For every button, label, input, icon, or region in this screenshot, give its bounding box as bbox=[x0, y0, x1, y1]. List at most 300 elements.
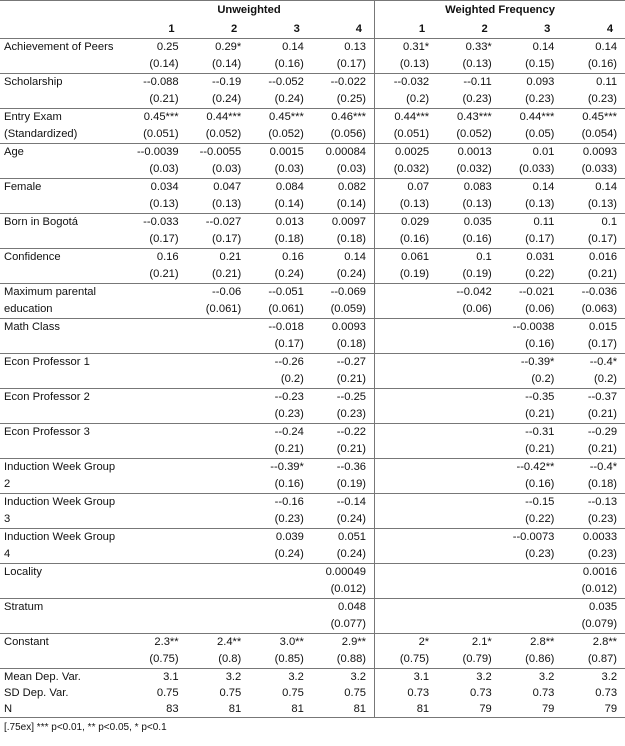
footnote-row bbox=[0, 718, 625, 737]
standard-error-cell: (0.03) bbox=[274, 163, 304, 175]
standard-error-cell: (0.21) bbox=[525, 408, 555, 420]
coefficient-cell bbox=[124, 389, 187, 407]
standard-error-cell: (0.24) bbox=[336, 548, 367, 560]
coefficient-cell bbox=[375, 459, 438, 477]
coefficient-cell: --0.022 bbox=[312, 74, 375, 92]
standard-error-cell: (0.012) bbox=[330, 583, 367, 595]
standard-error-cell bbox=[124, 371, 187, 389]
standard-error-cell: (0.13) bbox=[525, 198, 555, 210]
standard-error-cell bbox=[437, 406, 500, 424]
variable-label: Scholarship bbox=[0, 74, 124, 109]
coefficient-cell: 0.082 bbox=[312, 179, 375, 197]
variable-label: Maximum parental education bbox=[0, 284, 124, 319]
standard-error-cell: (0.2) bbox=[280, 373, 304, 385]
standard-error-cell bbox=[437, 581, 500, 599]
standard-error-cell: (0.17) bbox=[149, 233, 179, 245]
standard-error-cell: (0.16) bbox=[525, 338, 555, 350]
standard-error-cell bbox=[124, 616, 187, 634]
variable-row bbox=[0, 599, 625, 617]
coefficient-cell: 0.43*** bbox=[437, 109, 500, 127]
standard-error-cell: (0.13) bbox=[375, 56, 438, 74]
standard-error-cell bbox=[375, 476, 438, 494]
standard-error-cell: (0.18) bbox=[587, 478, 618, 490]
coefficient-cell bbox=[187, 459, 250, 477]
coefficient-cell: --0.11 bbox=[437, 74, 500, 92]
standard-error-cell: (0.06) bbox=[462, 303, 492, 315]
coefficient-cell: 0.13 bbox=[312, 39, 375, 57]
standard-error-cell bbox=[187, 546, 250, 564]
coefficient-cell: 0.084 bbox=[249, 179, 312, 197]
coefficient-cell: 0.31* bbox=[375, 39, 438, 57]
variable-label: Induction Week Group 4 bbox=[0, 529, 124, 564]
coefficient-cell: 0.29* bbox=[187, 39, 250, 57]
standard-error-cell bbox=[375, 371, 438, 389]
standard-error-cell: (0.24) bbox=[274, 93, 304, 105]
coefficient-cell bbox=[437, 389, 500, 407]
standard-error-cell bbox=[437, 546, 500, 564]
standard-error-cell: (0.24) bbox=[274, 548, 304, 560]
coefficient-cell: 0.034 bbox=[124, 179, 187, 197]
standard-error-cell: (0.13) bbox=[587, 198, 618, 210]
coefficient-cell: 0.0016 bbox=[562, 564, 625, 582]
variable-row bbox=[0, 529, 625, 547]
standard-error-cell: (0.19) bbox=[462, 268, 492, 280]
standard-error-cell: (0.16) bbox=[462, 233, 492, 245]
standard-error-cell bbox=[187, 371, 250, 389]
standard-error-cell: (0.054) bbox=[581, 128, 618, 140]
coefficient-cell bbox=[124, 424, 187, 442]
variable-row bbox=[0, 249, 625, 267]
variable-label: Econ Professor 3 bbox=[0, 424, 124, 459]
stat-row bbox=[0, 685, 625, 701]
column-header: 3 bbox=[249, 20, 312, 39]
standard-error-cell bbox=[187, 406, 250, 424]
coefficient-cell: 0.11 bbox=[562, 74, 625, 92]
standard-error-cell: (0.2) bbox=[375, 91, 438, 109]
coefficient-cell: 0.00049 bbox=[312, 564, 375, 582]
coefficient-cell: 0.46*** bbox=[312, 109, 375, 127]
standard-error-cell bbox=[375, 581, 438, 599]
standard-error-cell: (0.14) bbox=[212, 58, 242, 70]
standard-error-cell: (0.16) bbox=[274, 58, 304, 70]
coefficient-cell bbox=[437, 494, 500, 512]
variable-row bbox=[0, 354, 625, 372]
coefficient-cell: 0.16 bbox=[249, 249, 312, 267]
standard-error-cell bbox=[249, 616, 312, 634]
coefficient-cell: 0.039 bbox=[249, 529, 312, 547]
coefficient-cell: --0.29 bbox=[562, 424, 625, 442]
variable-label: Achievement of Peers bbox=[0, 39, 124, 74]
standard-error-cell: (0.13) bbox=[149, 198, 179, 210]
coefficient-cell bbox=[187, 599, 250, 617]
coefficient-cell: 0.015 bbox=[562, 319, 625, 337]
coefficient-cell bbox=[375, 564, 438, 582]
standard-error-cell: (0.24) bbox=[336, 268, 367, 280]
coefficient-cell bbox=[187, 529, 250, 547]
coefficient-cell bbox=[187, 564, 250, 582]
standard-error-cell: (0.15) bbox=[525, 58, 555, 70]
standard-error-cell bbox=[249, 581, 312, 599]
coefficient-cell: 0.0093 bbox=[312, 319, 375, 337]
standard-error-cell bbox=[437, 511, 500, 529]
standard-error-cell: (0.21) bbox=[525, 443, 555, 455]
coefficient-cell: 0.0025 bbox=[375, 144, 438, 162]
variable-row bbox=[0, 39, 625, 57]
variable-label: Induction Week Group 3 bbox=[0, 494, 124, 529]
coefficient-cell: 0.031 bbox=[500, 249, 563, 267]
standard-error-cell: (0.052) bbox=[205, 128, 242, 140]
stat-value-cell: 3.2 bbox=[437, 669, 500, 686]
coefficient-cell: --0.39* bbox=[249, 459, 312, 477]
standard-error-cell bbox=[375, 511, 438, 529]
standard-error-cell: (0.061) bbox=[268, 303, 304, 315]
variable-label: Entry Exam (Standardized) bbox=[0, 109, 124, 144]
stat-row bbox=[0, 701, 625, 718]
coefficient-cell: 2.8** bbox=[500, 634, 563, 652]
standard-error-cell: (0.21) bbox=[149, 93, 179, 105]
coefficient-cell bbox=[375, 599, 438, 617]
coefficient-cell: --0.0038 bbox=[500, 319, 563, 337]
coefficient-cell: 0.0093 bbox=[562, 144, 625, 162]
standard-error-cell: (0.14) bbox=[336, 198, 367, 210]
coefficient-cell: 0.21 bbox=[187, 249, 250, 267]
coefficient-cell bbox=[437, 459, 500, 477]
standard-error-cell: (0.06) bbox=[525, 303, 555, 315]
coefficient-cell: --0.4* bbox=[562, 459, 625, 477]
standard-error-cell bbox=[375, 336, 438, 354]
standard-error-cell: (0.079) bbox=[581, 618, 618, 630]
coefficient-cell bbox=[187, 389, 250, 407]
stat-value-cell: 0.73 bbox=[532, 687, 555, 699]
stat-value-cell: 3.2 bbox=[500, 669, 563, 686]
coefficient-cell bbox=[437, 564, 500, 582]
variable-row bbox=[0, 634, 625, 652]
coefficient-cell: 0.14 bbox=[562, 179, 625, 197]
coefficient-cell: 0.45*** bbox=[249, 109, 312, 127]
coefficient-cell: --0.39* bbox=[500, 354, 563, 372]
standard-error-cell bbox=[187, 616, 250, 634]
coefficient-cell bbox=[249, 564, 312, 582]
coefficient-cell: 0.44*** bbox=[187, 109, 250, 127]
stat-value-cell: 83 bbox=[124, 701, 187, 718]
variable-row bbox=[0, 284, 625, 302]
coefficient-cell: 0.16 bbox=[124, 249, 187, 267]
stat-label: N bbox=[0, 701, 124, 718]
standard-error-cell: (0.17) bbox=[212, 233, 242, 245]
standard-error-cell: (0.21) bbox=[587, 408, 618, 420]
standard-error-cell: (0.22) bbox=[525, 513, 555, 525]
standard-error-cell: (0.23) bbox=[525, 548, 555, 560]
coefficient-cell bbox=[375, 389, 438, 407]
stat-value-cell: 81 bbox=[375, 701, 438, 718]
standard-error-cell: (0.16) bbox=[375, 231, 438, 249]
variable-label: Constant bbox=[0, 634, 124, 669]
standard-error-cell bbox=[124, 546, 187, 564]
coefficient-cell: --0.13 bbox=[562, 494, 625, 512]
coefficient-cell: --0.25 bbox=[312, 389, 375, 407]
standard-error-cell: (0.21) bbox=[336, 443, 367, 455]
coefficient-cell: --0.052 bbox=[249, 74, 312, 92]
standard-error-cell: (0.75) bbox=[375, 651, 438, 669]
standard-error-cell: (0.056) bbox=[330, 128, 367, 140]
variable-label: Math Class bbox=[0, 319, 124, 354]
stat-value-cell: 3.1 bbox=[124, 669, 187, 686]
coefficient-cell: --0.24 bbox=[249, 424, 312, 442]
coefficient-cell: --0.018 bbox=[249, 319, 312, 337]
standard-error-cell: (0.05) bbox=[525, 128, 555, 140]
standard-error-cell: (0.032) bbox=[375, 161, 438, 179]
standard-error-cell: (0.051) bbox=[143, 128, 179, 140]
variable-row bbox=[0, 109, 625, 127]
standard-error-cell: (0.18) bbox=[336, 338, 367, 350]
standard-error-cell: (0.052) bbox=[456, 128, 492, 140]
standard-error-cell: (0.19) bbox=[375, 266, 438, 284]
coefficient-cell bbox=[187, 354, 250, 372]
coefficient-cell: 0.01 bbox=[500, 144, 563, 162]
coefficient-cell: 0.0097 bbox=[312, 214, 375, 232]
coefficient-cell bbox=[187, 424, 250, 442]
stat-value-cell: 0.75 bbox=[219, 687, 242, 699]
coefficient-cell: --0.088 bbox=[124, 74, 187, 92]
standard-error-cell bbox=[187, 441, 250, 459]
coefficient-cell: 0.029 bbox=[375, 214, 438, 232]
standard-error-cell bbox=[375, 441, 438, 459]
standard-error-cell: (0.23) bbox=[336, 408, 367, 420]
coefficient-cell: --0.051 bbox=[249, 284, 312, 302]
coefficient-cell: --0.0073 bbox=[500, 529, 563, 547]
variable-label: Econ Professor 1 bbox=[0, 354, 124, 389]
variable-row bbox=[0, 74, 625, 92]
coefficient-cell: 0.051 bbox=[312, 529, 375, 547]
stat-row bbox=[0, 669, 625, 686]
standard-error-cell: (0.13) bbox=[212, 198, 242, 210]
coefficient-cell: 0.14 bbox=[312, 249, 375, 267]
standard-error-cell: (0.03) bbox=[336, 163, 367, 175]
coefficient-cell bbox=[187, 319, 250, 337]
stat-label: Mean Dep. Var. bbox=[0, 669, 124, 686]
variable-label: Locality bbox=[0, 564, 124, 599]
coefficient-cell: 0.44*** bbox=[375, 109, 438, 127]
stat-value-cell: 3.2 bbox=[562, 669, 625, 686]
variable-row bbox=[0, 144, 625, 162]
stat-value-cell: 81 bbox=[187, 701, 250, 718]
standard-error-cell: (0.033) bbox=[581, 163, 618, 175]
standard-error-cell: (0.17) bbox=[525, 233, 555, 245]
standard-error-cell bbox=[500, 581, 563, 599]
coefficient-cell: --0.36 bbox=[312, 459, 375, 477]
coefficient-cell: 0.45*** bbox=[562, 109, 625, 127]
standard-error-cell bbox=[187, 511, 250, 529]
standard-error-cell: (0.23) bbox=[587, 548, 618, 560]
standard-error-cell: (0.13) bbox=[462, 198, 492, 210]
stat-value-cell: 0.75 bbox=[344, 687, 367, 699]
variable-row bbox=[0, 389, 625, 407]
column-header-row bbox=[0, 20, 625, 39]
coefficient-cell bbox=[500, 599, 563, 617]
variable-row bbox=[0, 494, 625, 512]
coefficient-cell: 0.061 bbox=[375, 249, 438, 267]
standard-error-cell: (0.13) bbox=[462, 58, 492, 70]
standard-error-cell: (0.17) bbox=[587, 233, 618, 245]
standard-error-cell: (0.16) bbox=[525, 478, 555, 490]
standard-error-cell: (0.17) bbox=[274, 338, 304, 350]
coefficient-cell bbox=[124, 459, 187, 477]
standard-error-cell: (0.17) bbox=[587, 338, 618, 350]
coefficient-cell bbox=[187, 494, 250, 512]
stat-value-cell: 79 bbox=[500, 701, 563, 718]
standard-error-cell: (0.14) bbox=[274, 198, 304, 210]
coefficient-cell: 2.9** bbox=[312, 634, 375, 652]
coefficient-cell: --0.19 bbox=[187, 74, 250, 92]
coefficient-cell: 0.1 bbox=[562, 214, 625, 232]
standard-error-cell: (0.2) bbox=[531, 373, 555, 385]
standard-error-cell: (0.24) bbox=[274, 268, 304, 280]
coefficient-cell: 0.093 bbox=[500, 74, 563, 92]
coefficient-cell bbox=[375, 354, 438, 372]
coefficient-cell: 0.33* bbox=[437, 39, 500, 57]
coefficient-cell: --0.14 bbox=[312, 494, 375, 512]
coefficient-cell bbox=[437, 599, 500, 617]
variable-label: Born in Bogotá bbox=[0, 214, 124, 249]
coefficient-cell: --0.27 bbox=[312, 354, 375, 372]
coefficient-cell: 0.0033 bbox=[562, 529, 625, 547]
coefficient-cell bbox=[375, 424, 438, 442]
standard-error-cell: (0.063) bbox=[581, 303, 618, 315]
coefficient-cell: 0.013 bbox=[249, 214, 312, 232]
coefficient-cell: --0.16 bbox=[249, 494, 312, 512]
stat-value-cell: 0.73 bbox=[595, 687, 618, 699]
coefficient-cell: 3.0** bbox=[249, 634, 312, 652]
coefficient-cell: 0.035 bbox=[562, 599, 625, 617]
coefficient-cell: 2.3** bbox=[124, 634, 187, 652]
standard-error-cell: (0.86) bbox=[525, 653, 555, 665]
coefficient-cell bbox=[500, 564, 563, 582]
coefficient-cell: 0.0013 bbox=[437, 144, 500, 162]
standard-error-cell: (0.13) bbox=[375, 196, 438, 214]
coefficient-cell bbox=[249, 599, 312, 617]
coefficient-cell bbox=[124, 284, 187, 302]
standard-error-cell: (0.17) bbox=[336, 58, 367, 70]
standard-error-cell: (0.18) bbox=[336, 233, 367, 245]
coefficient-cell: --0.23 bbox=[249, 389, 312, 407]
standard-error-cell: (0.75) bbox=[149, 653, 179, 665]
standard-error-cell: (0.23) bbox=[587, 93, 618, 105]
variable-label: Induction Week Group 2 bbox=[0, 459, 124, 494]
standard-error-cell bbox=[375, 406, 438, 424]
coefficient-cell: 0.0015 bbox=[249, 144, 312, 162]
standard-error-cell bbox=[437, 371, 500, 389]
coefficient-cell bbox=[437, 424, 500, 442]
variable-row bbox=[0, 564, 625, 582]
variable-label: Econ Professor 2 bbox=[0, 389, 124, 424]
variable-row bbox=[0, 319, 625, 337]
stat-value-cell: 0.73 bbox=[470, 687, 492, 699]
standard-error-cell bbox=[187, 581, 250, 599]
standard-error-cell: (0.19) bbox=[336, 478, 367, 490]
standard-error-cell: (0.21) bbox=[336, 373, 367, 385]
coefficient-cell: --0.027 bbox=[187, 214, 250, 232]
variable-row bbox=[0, 214, 625, 232]
coefficient-cell: 2.8** bbox=[562, 634, 625, 652]
stat-value-cell: 0.75 bbox=[156, 687, 179, 699]
stat-value-cell: 3.2 bbox=[249, 669, 312, 686]
footnote: [.75ex] *** p<0.01, ** p<0.05, * p<0.1 bbox=[4, 722, 167, 733]
coefficient-cell: --0.042 bbox=[437, 284, 500, 302]
column-header: 1 bbox=[124, 20, 187, 39]
column-header: 4 bbox=[312, 20, 375, 39]
standard-error-cell bbox=[124, 581, 187, 599]
coefficient-cell bbox=[375, 529, 438, 547]
standard-error-cell bbox=[375, 616, 438, 634]
coefficient-cell bbox=[124, 354, 187, 372]
coefficient-cell: --0.15 bbox=[500, 494, 563, 512]
variable-row bbox=[0, 179, 625, 197]
standard-error-cell: (0.032) bbox=[456, 163, 492, 175]
variable-label: Confidence bbox=[0, 249, 124, 284]
coefficient-cell bbox=[124, 529, 187, 547]
coefficient-cell bbox=[124, 564, 187, 582]
coefficient-cell: 0.07 bbox=[375, 179, 438, 197]
standard-error-cell bbox=[375, 546, 438, 564]
standard-error-cell: (0.16) bbox=[274, 478, 304, 490]
standard-error-cell: (0.79) bbox=[462, 653, 492, 665]
standard-error-cell: (0.8) bbox=[218, 653, 242, 665]
coefficient-cell: 0.083 bbox=[437, 179, 500, 197]
standard-error-cell bbox=[124, 406, 187, 424]
standard-error-cell bbox=[437, 616, 500, 634]
standard-error-cell: (0.21) bbox=[587, 268, 618, 280]
coefficient-cell: 0.048 bbox=[312, 599, 375, 617]
coefficient-cell: 0.035 bbox=[437, 214, 500, 232]
standard-error-cell bbox=[187, 336, 250, 354]
standard-error-cell: (0.87) bbox=[587, 653, 618, 665]
column-header: 3 bbox=[500, 20, 563, 39]
standard-error-cell: (0.012) bbox=[581, 583, 618, 595]
stat-value-cell: 79 bbox=[437, 701, 500, 718]
coefficient-cell: 0.14 bbox=[500, 39, 563, 57]
variable-label: Stratum bbox=[0, 599, 124, 634]
group-header-weighted: Weighted Frequency bbox=[375, 1, 625, 21]
coefficient-cell: 0.047 bbox=[187, 179, 250, 197]
coefficient-cell: 0.44*** bbox=[500, 109, 563, 127]
standard-error-cell: (0.14) bbox=[149, 58, 179, 70]
group-header-unweighted: Unweighted bbox=[124, 1, 375, 21]
coefficient-cell: --0.4* bbox=[562, 354, 625, 372]
stat-value-cell: 0.75 bbox=[282, 687, 304, 699]
standard-error-cell: (0.88) bbox=[336, 653, 367, 665]
coefficient-cell: --0.26 bbox=[249, 354, 312, 372]
coefficient-cell: --0.033 bbox=[124, 214, 187, 232]
coefficient-cell: 2* bbox=[375, 634, 438, 652]
standard-error-cell: (0.21) bbox=[149, 268, 179, 280]
coefficient-cell: 0.14 bbox=[562, 39, 625, 57]
coefficient-cell bbox=[124, 494, 187, 512]
stat-label: SD Dep. Var. bbox=[4, 687, 69, 699]
coefficient-cell: 2.4** bbox=[187, 634, 250, 652]
standard-error-cell bbox=[375, 301, 438, 319]
standard-error-cell: (0.051) bbox=[375, 126, 438, 144]
standard-error-cell: (0.22) bbox=[525, 268, 555, 280]
coefficient-cell: --0.0039 bbox=[124, 144, 187, 162]
standard-error-cell: (0.18) bbox=[274, 233, 304, 245]
variable-row bbox=[0, 459, 625, 477]
standard-error-cell: (0.03) bbox=[212, 163, 242, 175]
column-header: 2 bbox=[187, 20, 250, 39]
stat-value-cell: 3.1 bbox=[375, 669, 438, 686]
coefficient-cell: --0.42** bbox=[500, 459, 563, 477]
coefficient-cell: --0.06 bbox=[187, 284, 250, 302]
coefficient-cell: 2.1* bbox=[437, 634, 500, 652]
